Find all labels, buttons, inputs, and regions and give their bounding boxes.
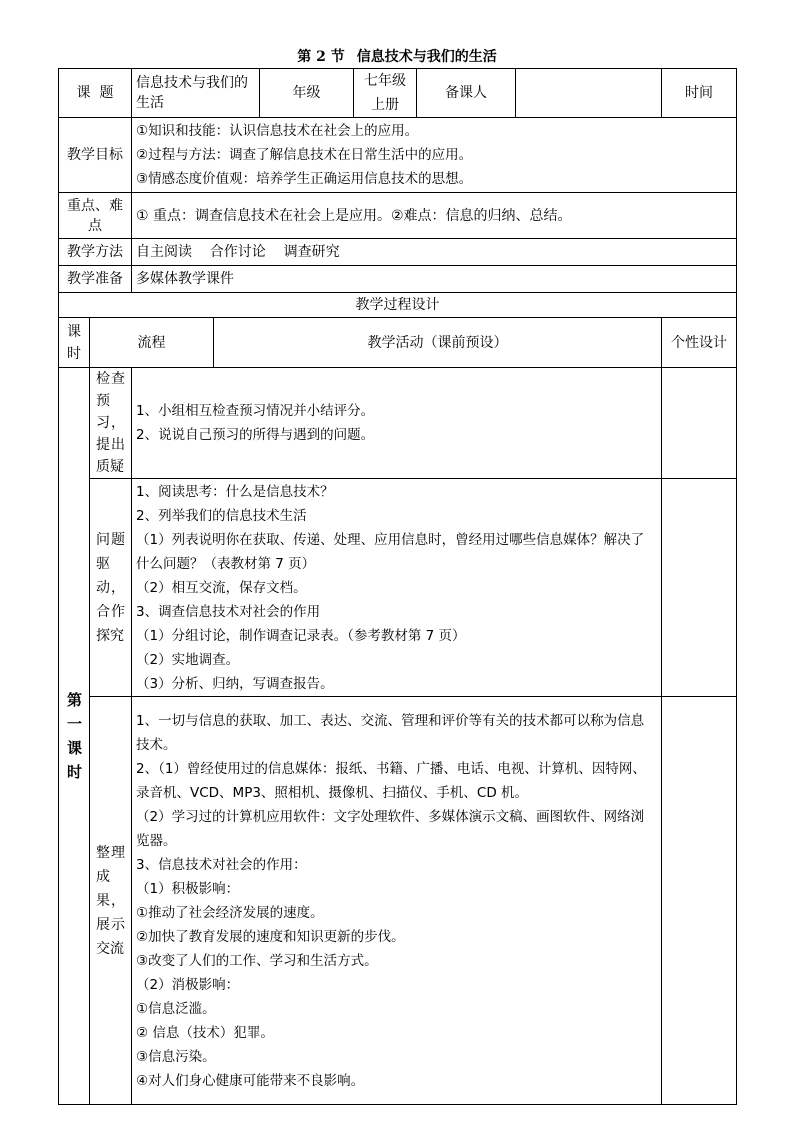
stage-activities [132,368,662,479]
activity-line: （2）相互交流，保存文档。 [136,579,307,596]
activity-line: 1、一切与信息的获取、加工、表达、交流、管理和评价等有关的技术都可以称为信息技术。 [136,712,645,753]
stage-activities [132,479,662,697]
col-period-header: 课时 [59,318,90,368]
activity-line: 1、阅读思考：什么是信息技术？ [136,483,334,500]
topic-label: 课 题 [59,69,132,118]
activity-line: （3）分析、归纳，写调查报告。 [136,675,334,692]
personal-design-cell [662,479,737,697]
activity-line: 2、（1）曾经使用过的信息媒体：报纸、书籍、广播、电话、电视、计算机、因特网、录音机、VCD、MP3、照相机、摄像机、扫描仪、手机、CD 机。 [136,760,646,801]
col-personal-header: 个性设计 [662,318,737,368]
section-number: 第 2 节 [297,49,345,65]
activity-line: 1、小组相互检查预习情况并小结评分。 [136,403,375,419]
grade-label: 年级 [260,69,354,118]
topic-value: 信息技术与我们的生活 [132,69,260,118]
activity-line: （2）学习过的计算机应用软件：文字处理软件、多媒体演示文稿、画图软件、网络浏览器。 [136,808,645,849]
activity-line: ②加快了教育发展的速度和知识更新的步伐。 [136,928,405,945]
page-title [0,46,794,66]
preparer-label: 备课人 [417,69,516,118]
goal-item: ②过程与方法：调查了解信息技术在日常生活中的应用。 [136,147,473,163]
methods-label: 教学方法 [59,239,132,266]
process-heading: 教学过程设计 [59,293,737,318]
methods-value: 自主阅读 合作讨论 调查研究 [132,239,737,266]
personal-design-cell [662,697,737,1105]
preparation-value: 多媒体教学课件 [132,266,737,293]
stage-activities [132,697,662,1105]
activity-line: （1）积极影响： [136,880,240,897]
activity-line: ①推动了社会经济发展的速度。 [136,904,324,921]
activity-line: ③信息污染。 [136,1048,216,1065]
section-name: 信息技术与我们的生活 [356,49,497,65]
goal-item: ①知识和技能：认识信息技术在社会上的应用。 [136,123,419,139]
goal-item: ③情感态度价值观：培养学生正确运用信息技术的思想。 [136,171,473,187]
activity-line: （2）实地调查。 [136,651,240,668]
activity-line: （1）列表说明你在获取、传递、处理、应用信息时，曾经用过哪些信息媒体？解决了什么问题？（表教材第 7 页） [136,531,645,572]
goals-label: 教学目标 [59,118,132,193]
stage-name: 整理成果，展示交流 [90,697,132,1105]
preparation-label: 教学准备 [59,266,132,293]
key-points-value: ① 重点：调查信息技术在社会上是应用。②难点：信息的归纳、总结。 [132,193,737,239]
lesson-plan-table [58,68,737,1105]
activity-line: 3、信息技术对社会的作用： [136,856,307,873]
activity-line: ①信息泛滥。 [136,1000,216,1017]
activity-line: （2）消极影响： [136,976,240,993]
activity-line: （1）分组讨论，制作调查记录表。（参考教材第 7 页） [136,627,466,644]
activity-line: ② 信息（技术）犯罪。 [136,1024,274,1041]
col-flow-header: 流程 [90,318,214,368]
preparer-value [516,69,662,118]
activity-line: ③改变了人们的工作、学习和生活方式。 [136,952,378,969]
activity-line: ④对人们身心健康可能带来不良影响。 [136,1072,365,1089]
grade-value: 七年级上册 [354,69,417,118]
personal-design-cell [662,368,737,479]
activity-line: 2、说说自己预习的所得与遇到的问题。 [136,427,375,443]
stage-name: 问题驱动，合作探究 [90,479,132,697]
goals-list [132,118,737,193]
key-points-label: 重点、难点 [59,193,132,239]
time-label: 时间 [662,69,737,118]
col-activity-header: 教学活动（课前预设） [214,318,662,368]
activity-line: 3、调查信息技术对社会的作用 [136,603,321,620]
period-label: 第一课时 [59,368,90,1105]
activity-line: 2、列举我们的信息技术生活 [136,507,307,524]
stage-name: 检查预习，提出质疑 [90,368,132,479]
